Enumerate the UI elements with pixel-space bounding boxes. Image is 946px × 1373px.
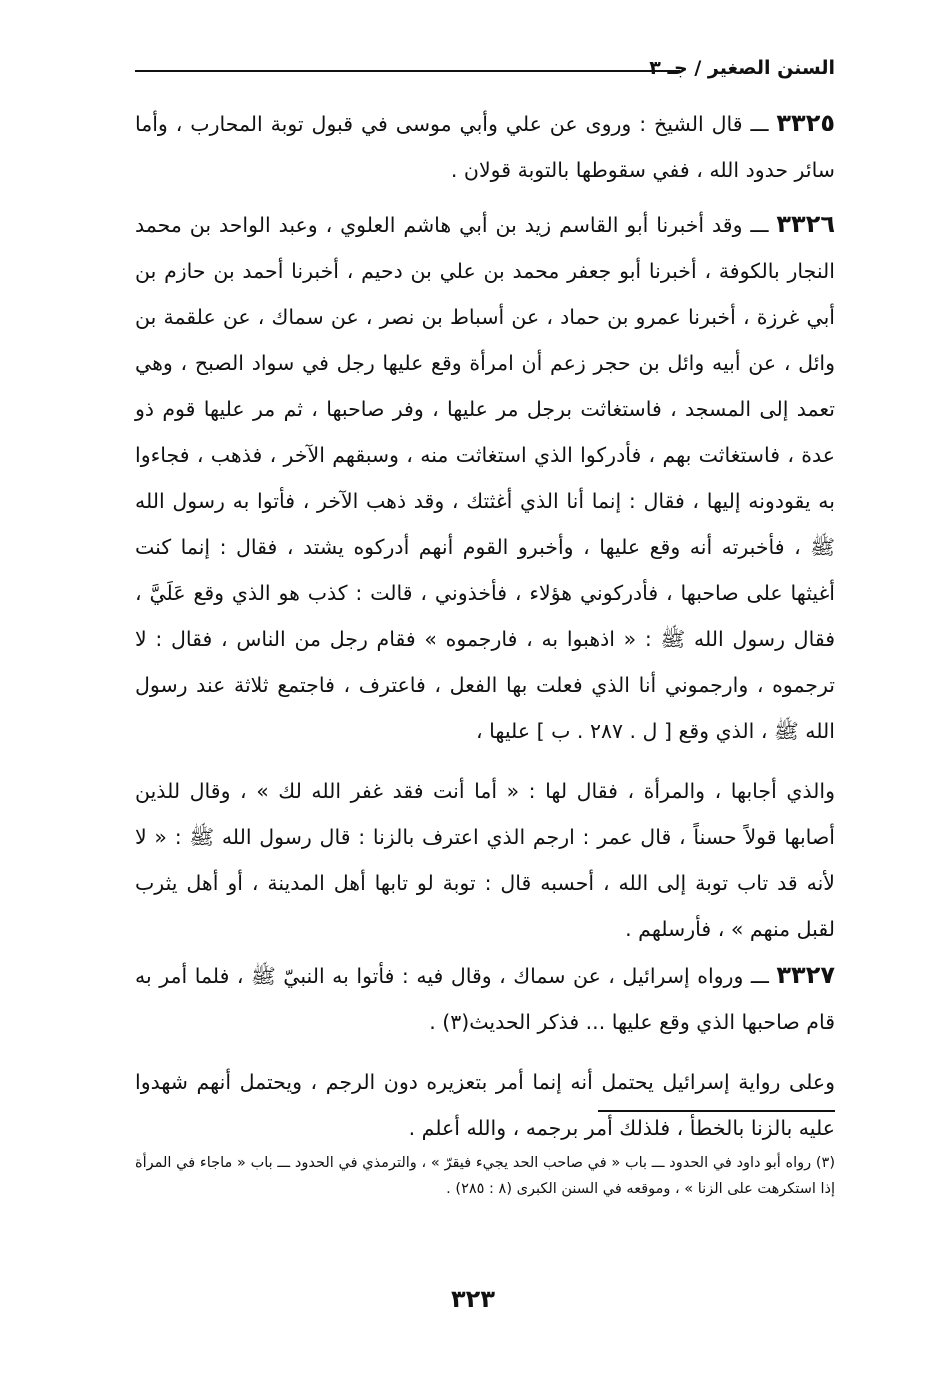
hadith-paragraph xyxy=(135,100,835,193)
hadith-number: ٣٣٢٥ xyxy=(776,109,835,137)
hadith-paragraph xyxy=(135,952,835,1045)
header-title: السنن الصغير / جـ ٣ xyxy=(649,57,835,79)
running-header xyxy=(135,54,835,84)
hadith-paragraph xyxy=(135,768,835,952)
footnote-separator xyxy=(598,1110,835,1112)
commentary-text: وعلى رواية إسرائيل يحتمل أنه إنما أمر بتعزيره دون الرجم ، ويحتمل أنهم شهدوا عليه بالزنا بالخطأ ، فلذلك أمر برجمه ، والله أعلم . xyxy=(135,1070,835,1140)
hadith-number: ٣٣٢٧ xyxy=(776,961,835,989)
header-rule xyxy=(135,70,680,72)
hadith-number: ٣٣٢٦ xyxy=(776,210,835,238)
hadith-text: ـــ ورواه إسرائيل ، عن سماك ، وقال فيه : فأتوا به النبيّ ﷺ ، فلما أمر به قام صاحبها الذي وقع عليها ... فذكر الحديث(٣) . xyxy=(135,964,835,1034)
main-text xyxy=(135,100,835,1151)
page-number: ٣٢٣ xyxy=(451,1285,495,1313)
hadith-paragraph xyxy=(135,201,835,754)
footnote: (٣) رواه أبو داود في الحدود ـــ باب « في صاحب الحد يجيء فيقرّ » ، والترمذي في الحدود ـــ باب « ماجاء في المرأة إذا استكرهت على الزنا » ، وموقعه في السنن الكبرى (٨ : ٢٨٥) . xyxy=(135,1155,835,1197)
hadith-text: والذي أجابها ، والمرأة ، فقال لها : « أما أنت فقد غفر الله لك » ، وقال للذين أصابها قولاً حسناً ، قال عمر : ارجم الذي اعترف بالزنا : قال رسول الله ﷺ : « لا لأنه قد تاب توبة إلى الله ، أحسبه قال : توبة لو تابها أهل المدينة ، أو أهل يثرب لقبل منهم » ، فأرسلهم . xyxy=(135,779,835,941)
hadith-text: ـــ قال الشيخ : وروى عن علي وأبي موسى في قبول توبة المحارب ، وأما سائر حدود الله ، ففي سقوطها بالتوبة قولان . xyxy=(135,112,835,182)
commentary-paragraph xyxy=(135,1059,835,1151)
hadith-text: ـــ وقد أخبرنا أبو القاسم زيد بن أبي هاشم العلوي ، وعبد الواحد بن محمد النجار بالكوفة ، أخبرنا أبو جعفر محمد بن علي بن دحيم ، أخبرنا أحمد بن حازم بن أبي غرزة ، أخبرنا عمرو بن حماد ، عن أسباط بن نصر ، عن سماك ، عن علقمة بن وائل ، عن أبيه وائل بن حجر زعم أن امرأة وقع عليها رجل في سواد الصبح ، وهي تعمد إلى المسجد ، فاستغاثت برجل مر عليها ، وفر صاحبها ، ثم مر عليها قوم ذو عدة ، فاستغاثت بهم ، فأدركوا الذي استغاثت منه ، وسبقهم الآخر ، فذهب ، فجاءوا به يقودونه إليها ، فقال : إنما أنا الذي أغثتك ، وقد ذهب الآخر ، فأتوا به رسول الله ﷺ ، فأخبرته أنه وقع عليها ، وأخبرو القوم أنهم أدركوه يشتد ، فقال : إنما كنت أغيثها على صاحبها ، فأدركوني هؤلاء ، فأخذوني ، قالت : كذب هو الذي وقع عَلَيَّ ، فقال رسول الله ﷺ : « اذهبوا به ، فارجموه » فقام رجل من الناس ، فقال : لا ترجموه ، وارجموني أنا الذي فعلت بها الفعل ، فاعترف ، فاجتمع ثلاثة عند رسول الله ﷺ ، الذي وقع [ ل . ٢٨٧ . ب ] عليها ، xyxy=(135,213,835,743)
